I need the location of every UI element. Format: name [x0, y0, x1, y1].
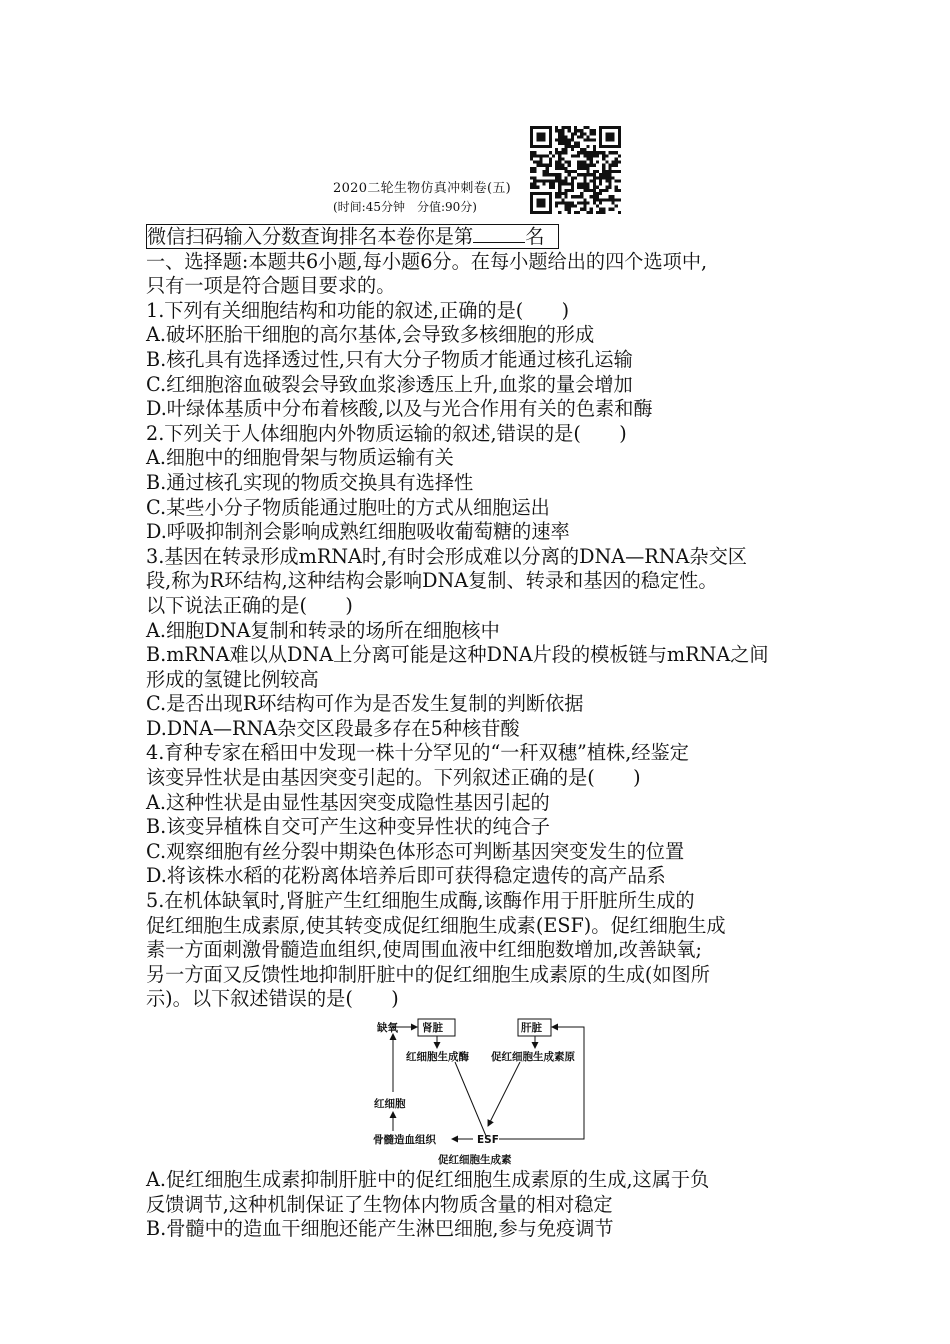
question-2-option-A[interactable]: A.细胞中的细胞骨架与物质运输有关: [146, 446, 454, 470]
question-5-stem: 另一方面又反馈性地抑制肝脏中的促红细胞生成素原的生成(如图所: [146, 962, 710, 986]
diagram-bone-marrow-label: 骨髓造血组织: [373, 1134, 436, 1146]
question-1-option-B[interactable]: B.核孔具有选择透过性,只有大分子物质才能通过核孔运输: [146, 347, 633, 371]
question-5-option-B[interactable]: B.骨髓中的造血干细胞还能产生淋巴细胞,参与免疫调节: [146, 1217, 614, 1241]
question-5-stem: 示)。以下叙述错误的是( ): [146, 987, 399, 1011]
question-1-option-C[interactable]: C.红细胞溶血破裂会导致血浆渗透压上升,血浆的量会增加: [146, 372, 633, 396]
question-4-option-C[interactable]: C.观察细胞有丝分裂中期染色体形态可判断基因突变发生的位置: [146, 839, 685, 863]
question-2-option-B[interactable]: B.通过核孔实现的物质交换具有选择性: [146, 470, 474, 494]
question-2-stem: 2.下列关于人体细胞内外物质运输的叙述,错误的是( ): [146, 421, 627, 445]
question-1-option-A[interactable]: A.破坏胚胎干细胞的高尔基体,会导致多核细胞的形成: [146, 323, 595, 347]
diagram-kidney-label: 肾脏: [422, 1022, 443, 1034]
question-3-stem: 以下说法正确的是( ): [146, 593, 353, 617]
question-5-option-A[interactable]: 反馈调节,这种机制保证了生物体内物质含量的相对稳定: [146, 1192, 613, 1216]
question-3-stem: 3.基因在转录形成mRNA时,有时会形成难以分离的DNA—RNA杂交区: [146, 544, 747, 568]
question-5-option-A[interactable]: A.促红细胞生成素抑制肝脏中的促红细胞生成素原的生成,这属于负: [146, 1168, 710, 1191]
rank-blank: [473, 225, 525, 243]
question-3-option-D[interactable]: D.DNA—RNA杂交区段最多存在5种核苷酸: [146, 716, 520, 740]
page-title: 2020二轮生物仿真冲刺卷(五): [333, 181, 512, 196]
diagram-liver-label: 肝脏: [521, 1022, 542, 1034]
question-3-option-B[interactable]: 形成的氢键比例较高: [146, 667, 319, 691]
question-3-option-C[interactable]: C.是否出现R环结构可作为是否发生复制的判断依据: [146, 692, 584, 716]
question-1-option-D[interactable]: D.叶绿体基质中分布着核酸,以及与光合作用有关的色素和酶: [146, 397, 653, 421]
question-4-stem: 该变异性状是由基因突变引起的。下列叙述正确的是( ): [146, 766, 641, 790]
section-heading: 一、选择题:本题共6小题,每小题6分。在每小题给出的四个选项中,: [146, 249, 708, 273]
question-4-option-B[interactable]: B.该变异植株自交可产生这种变异性状的纯合子: [146, 815, 550, 839]
question-5-stem: 5.在机体缺氧时,肾脏产生红细胞生成酶,该酶作用于肝脏所生成的: [146, 889, 695, 913]
question-3-option-B[interactable]: B.mRNA难以从DNA上分离可能是这种DNA片段的模板链与mRNA之间: [146, 643, 769, 667]
diagram-pro-esf-label: 促红细胞生成素原: [491, 1051, 575, 1063]
exam-time-score: (时间:45分钟 分值:90分): [333, 200, 477, 214]
question-5-stem: 素一方面刺激骨髓造血组织,使周围血液中红细胞数增加,改善缺氧;: [146, 938, 702, 962]
question-4-stem: 4.育种专家在稻田中发现一株十分罕见的“一秆双穗”植株,经鉴定: [146, 741, 689, 765]
question-1-stem: 1.下列有关细胞结构和功能的叙述,正确的是( ): [146, 298, 570, 322]
question-2-option-C[interactable]: C.某些小分子物质能通过胞吐的方式从细胞运出: [146, 495, 550, 519]
esf-feedback-diagram: [360, 1014, 596, 1166]
question-list: [146, 299, 810, 1242]
diagram-hypoxia-label: 缺氧: [377, 1022, 398, 1034]
rank-query-line: [146, 224, 810, 250]
rank-query-box[interactable]: 微信扫码输入分数查询排名本卷你是第 名: [146, 224, 559, 249]
question-4-option-A[interactable]: A.这种性状是由显性基因突变成隐性基因引起的: [146, 790, 550, 814]
diagram-rbc-label: 红细胞: [374, 1098, 406, 1110]
diagram-caption: 促红细胞生成素: [438, 1154, 512, 1166]
question-3-option-A[interactable]: A.细胞DNA复制和转录的场所在细胞核中: [146, 618, 500, 642]
qr-code-icon[interactable]: [530, 126, 621, 214]
diagram-rbc-enzyme-label: 红细胞生成酶: [406, 1051, 469, 1063]
section-heading-cont: 只有一项是符合题目要求的。: [146, 274, 396, 298]
question-4-option-D[interactable]: D.将该株水稻的花粉离体培养后即可获得稳定遗传的高产品系: [146, 864, 666, 888]
question-2-option-D[interactable]: D.呼吸抑制剂会影响成熟红细胞吸收葡萄糖的速率: [146, 520, 570, 544]
question-3-stem: 段,称为R环结构,这种结构会影响DNA复制、转录和基因的稳定性。: [146, 569, 718, 593]
question-5-stem: 促红细胞生成素原,使其转变成促红细胞生成素(ESF)。促红细胞生成: [146, 913, 726, 937]
diagram-esf-label: ESF: [477, 1134, 499, 1146]
document-body: [146, 224, 810, 1242]
